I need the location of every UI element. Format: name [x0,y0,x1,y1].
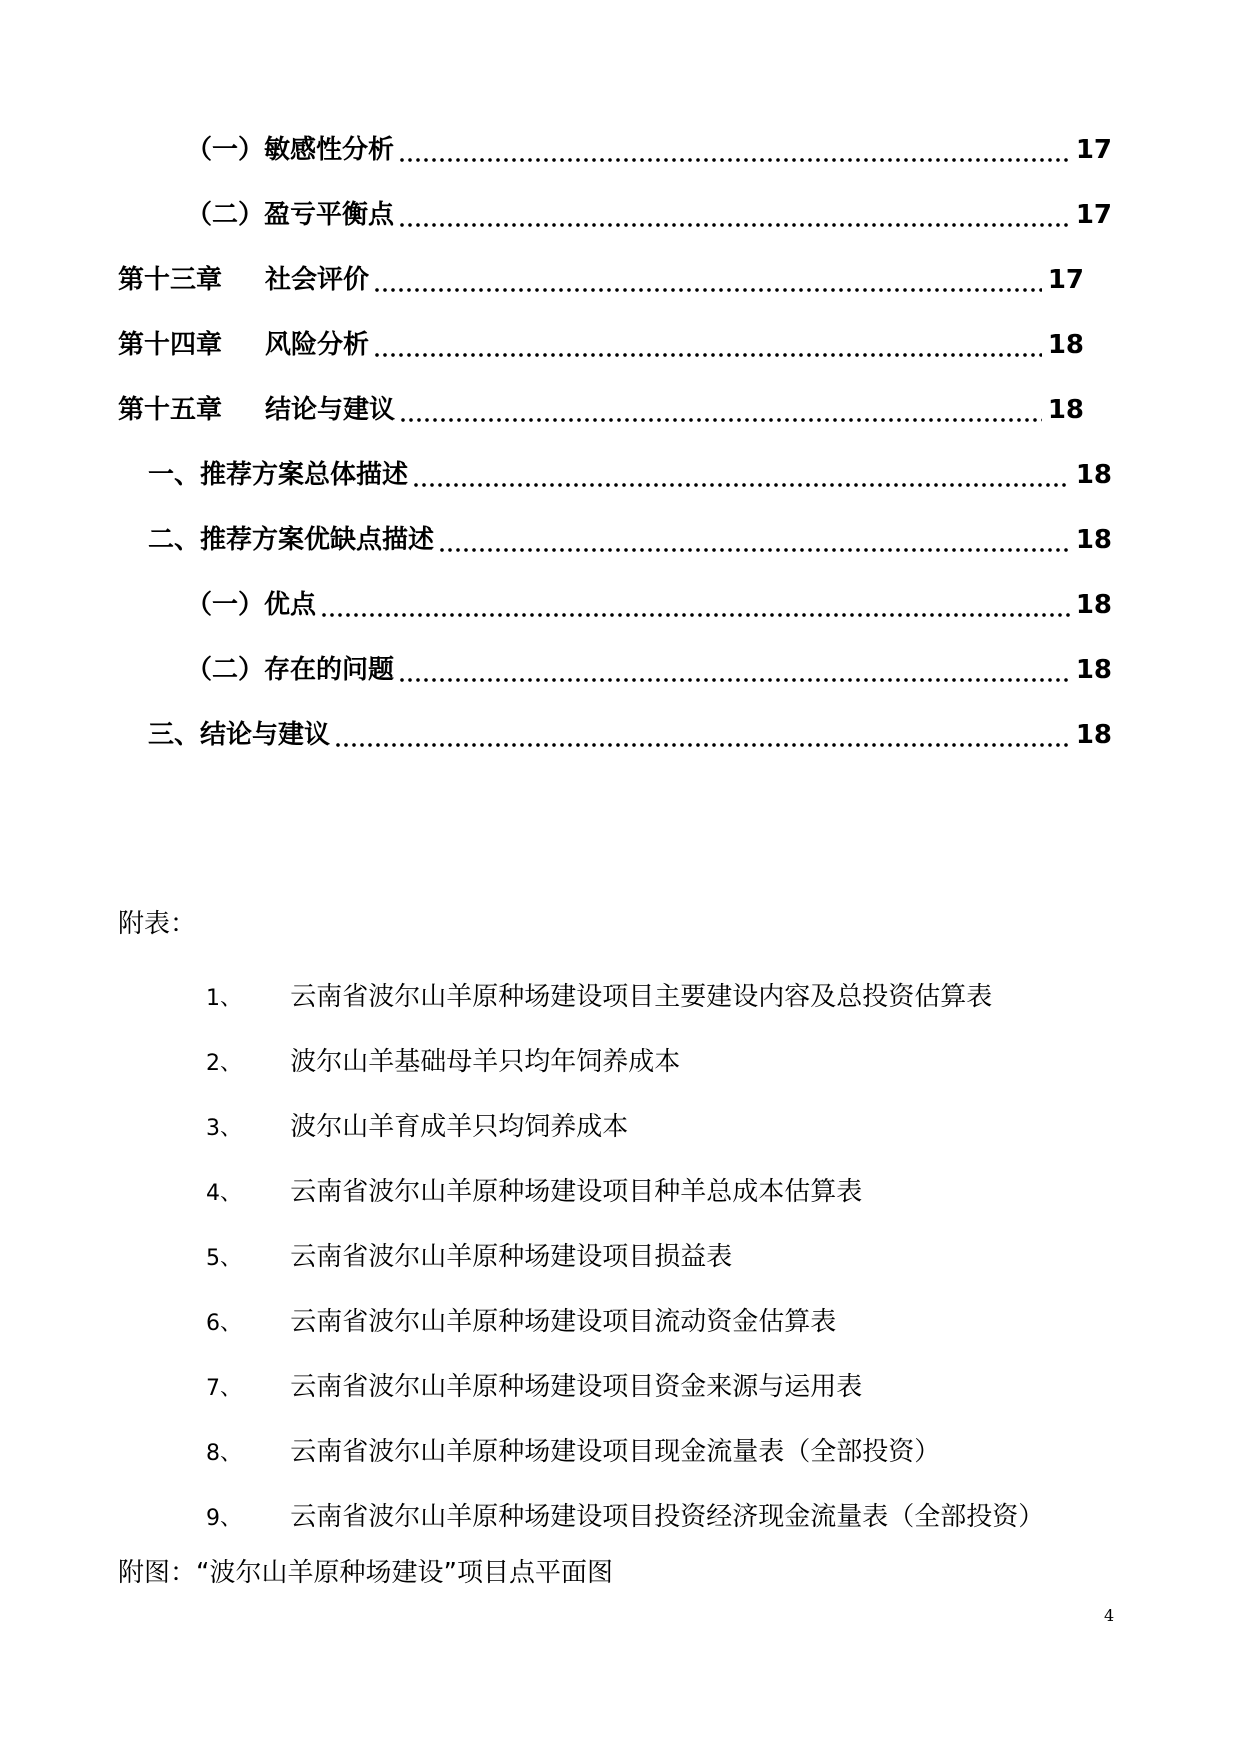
toc-entry-page: 17 [1075,200,1112,230]
dot-leader [334,743,1070,747]
toc-entry-label: （一）优点 [186,590,317,620]
appendix-item-number: 1、 [206,986,242,1011]
appendix-item-text: 云南省波尔山羊原种场建设项目主要建设内容及总投资估算表 [290,982,993,1012]
toc-entry-label: 三、结论与建议 [148,720,331,750]
toc-entry-label: 二、推荐方案优缺点描述 [148,525,435,555]
toc-entry-page: 18 [1047,395,1084,425]
toc-entry[interactable] [186,128,1112,172]
appendix-item [206,1237,732,1277]
appendix-item-number: 2、 [206,1051,242,1076]
toc-chapter-entry[interactable] [118,323,1084,367]
appendix-item-number: 3、 [206,1116,242,1141]
dot-leader [398,678,1070,682]
appendix-item-text: 云南省波尔山羊原种场建设项目流动资金估算表 [290,1307,837,1337]
toc-entry-page: 17 [1047,265,1084,295]
toc-entry-label: 社会评价 [265,265,370,295]
toc-entry-label: （二）存在的问题 [186,655,395,685]
dot-leader [412,483,1070,487]
toc-chapter-number: 第十三章 [118,265,223,295]
toc-chapter-entry[interactable] [118,258,1084,302]
toc-entry-label: 一、推荐方案总体描述 [148,460,409,490]
toc-entry-label: （二）盈亏平衡点 [186,200,395,230]
toc-entry-label: （一）敏感性分析 [186,135,395,165]
dot-leader [373,288,1042,292]
toc-entry-label: 结论与建议 [265,395,396,425]
appendix-item-text: 云南省波尔山羊原种场建设项目现金流量表（全部投资） [290,1437,941,1467]
appendix-item-number: 8、 [206,1441,242,1466]
toc-entry-page: 18 [1047,330,1084,360]
appendix-item [206,1367,862,1407]
toc-entry[interactable] [148,713,1112,757]
dot-leader [373,353,1042,357]
toc-entry[interactable] [186,648,1112,692]
appendix-item-number: 6、 [206,1311,242,1336]
toc-entry-page: 18 [1075,460,1112,490]
dot-leader [398,223,1070,227]
appendix-item [206,1107,628,1147]
appendix-item [206,1432,940,1472]
appendix-item-number: 7、 [206,1376,242,1401]
appendix-item-text: 云南省波尔山羊原种场建设项目资金来源与运用表 [290,1372,863,1402]
appendix-item [206,1042,680,1082]
appendix-item-number: 9、 [206,1506,242,1531]
toc-chapter-number: 第十四章 [118,330,223,360]
toc-entry-page: 18 [1075,525,1112,555]
appendix-item-text: 云南省波尔山羊原种场建设项目损益表 [290,1242,733,1272]
appendix-item-number: 4、 [206,1181,242,1206]
page-number: 4 [1104,1606,1115,1625]
appendix-figure-line: 附图：“波尔山羊原种场建设”项目点平面图 [118,1558,613,1588]
toc-entry[interactable] [186,583,1112,627]
dot-leader [320,613,1070,617]
appendix-item-number: 5、 [206,1246,242,1271]
dot-leader [398,158,1070,162]
toc-entry[interactable] [148,453,1112,497]
appendix-item-text: 波尔山羊育成羊只均饲养成本 [290,1112,629,1142]
appendix-item [206,1497,1044,1537]
toc-entry-label: 风险分析 [265,330,370,360]
toc-entry[interactable] [148,518,1112,562]
toc-chapter-number: 第十五章 [118,395,223,425]
toc-entry-page: 18 [1075,655,1112,685]
toc-entry-page: 18 [1075,720,1112,750]
toc-entry[interactable] [186,193,1112,237]
appendix-item [206,1172,862,1212]
toc-chapter-entry[interactable] [118,388,1084,432]
appendix-item-text: 云南省波尔山羊原种场建设项目投资经济现金流量表（全部投资） [290,1502,1045,1532]
appendix-item-text: 云南省波尔山羊原种场建设项目种羊总成本估算表 [290,1177,863,1207]
dot-leader [399,418,1042,422]
toc-entry-page: 17 [1075,135,1112,165]
appendix-heading: 附表： [118,909,197,939]
appendix-item [206,1302,836,1342]
dot-leader [438,548,1070,552]
appendix-item [206,977,992,1017]
toc-entry-page: 18 [1075,590,1112,620]
appendix-item-text: 波尔山羊基础母羊只均年饲养成本 [290,1047,681,1077]
